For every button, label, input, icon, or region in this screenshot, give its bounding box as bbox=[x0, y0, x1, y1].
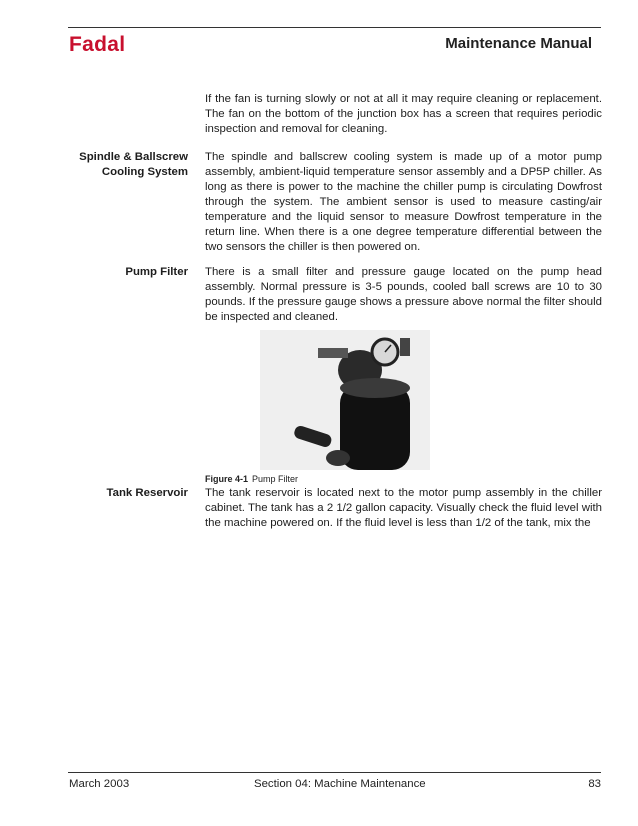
tank-reservoir-paragraph: The tank reservoir is located next to the motor pump assembly in the chiller cabinet. The tank has a 2 1/2 gallon capacity. Visually check the fluid level with the machine powered on. If the fluid level is less than 1/2 of the tank, mix the bbox=[205, 487, 602, 529]
page-number: 83 bbox=[588, 778, 601, 790]
spindle-cooling-paragraph: The spindle and ballscrew cooling system is made up of a motor pump assembly, ambient-liquid temperature sensor assembly and a DP5P chiller. As long as there is power to the machine the chiller pump is circulating Dowfrost through the system. The ambient sensor is used to measure casting/air temperature and the liquid sensor to measure Dowfrost temperature in the return line. When there is a one degree temperature differential between the two sensors the chiller is then powered on. bbox=[205, 151, 602, 253]
pump-filter-photo bbox=[260, 330, 430, 470]
figure-label: Figure 4-1 bbox=[205, 474, 249, 484]
brand-logo: Fadal bbox=[69, 33, 126, 56]
section-heading-spindle-cooling bbox=[58, 150, 188, 180]
intro-paragraph: If the fan is turning slowly or not at all it may require cleaning or replacement. The fan on the bottom of the junction box has a screen that requires periodic inspection and removal for cleaning. bbox=[205, 93, 602, 135]
section-heading-tank-reservoir: Tank Reservoir bbox=[106, 487, 188, 499]
footer-section: Section 04: Machine Maintenance bbox=[254, 778, 426, 790]
pump-filter-paragraph: There is a small filter and pressure gauge located on the pump head assembly. Normal pressure is 3-5 pounds, cooled ball screws are 10 to 30 pounds. If the pressure gauge shows a pressure above normal the filter should be inspected and cleaned. bbox=[205, 266, 602, 323]
pump-filter-illustration bbox=[260, 330, 430, 470]
figure-caption-text: Pump Filter bbox=[252, 474, 299, 484]
manual-title: Maintenance Manual bbox=[445, 35, 592, 52]
heading-line: Spindle & Ballscrew bbox=[79, 151, 188, 163]
footer-rule bbox=[68, 772, 601, 773]
heading-line: Cooling System bbox=[101, 166, 188, 178]
figure-caption bbox=[205, 474, 298, 484]
header-rule bbox=[68, 27, 601, 28]
footer-date: March 2003 bbox=[69, 778, 130, 790]
section-heading-pump-filter: Pump Filter bbox=[125, 266, 188, 278]
